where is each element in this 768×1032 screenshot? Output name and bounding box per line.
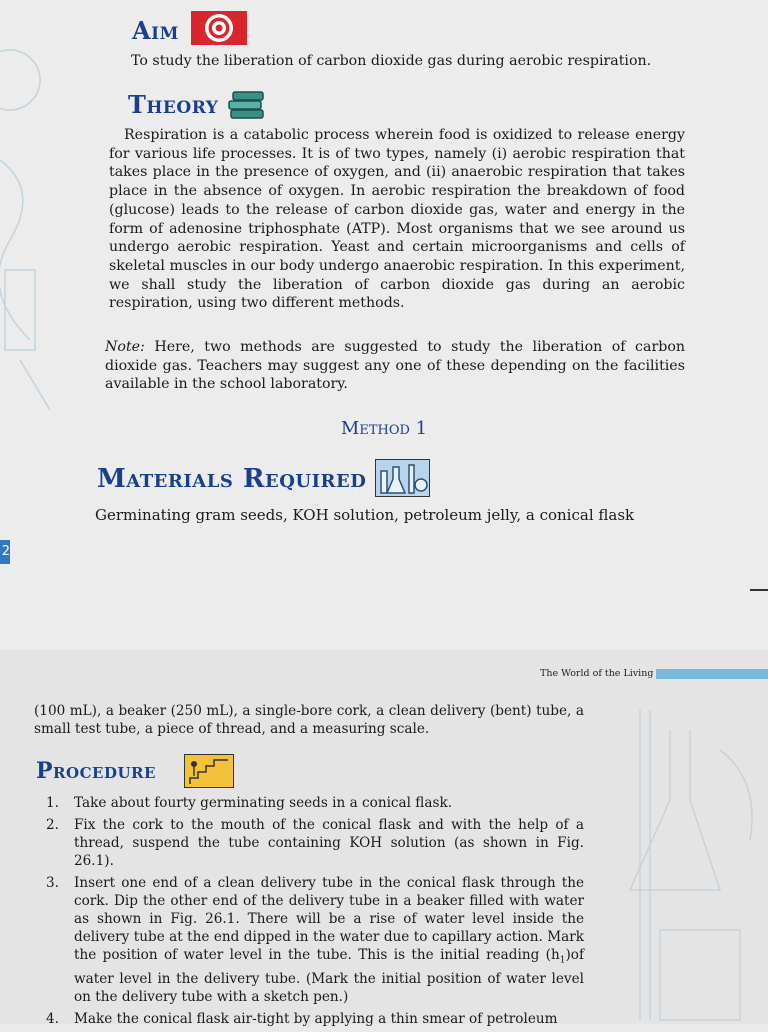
note-text [105,338,685,394]
margin-dash [750,589,768,591]
lab-equipment-icon [375,459,430,497]
materials-heading: Materials Required [97,464,367,494]
aim-text: To study the liberation of carbon dioxide gas during aerobic respiration. [131,53,652,69]
theory-heading: Theory [128,90,219,119]
stairs-icon [184,754,234,788]
running-head: The World of the Living [540,668,654,679]
target-icon [191,11,247,45]
list-item: 3. Insert one end of a clean delivery tube in the conical flask through the cork. Dip the other end of the delivery tube in a beaker filled with water as shown in Fig. 26.1. There will be a rise of water level inside the delivery tube at the end dipped in the water due to capillary action. Mark the position of water level in the tube. This is the initial reading $(h_1)of$ water level in the delivery tube. (Mark the initial position of water level on the delivery tube with a sketch pen.) [46,875,584,1005]
method-heading: Method 1 [340,418,428,439]
background-sketch-icon [0,40,60,420]
list-item: 2. Fix the cork to the mouth of the conical flask and with the help of a thread, suspend the tube containing KOH solution (as shown in Fig. 26.1). [46,817,584,869]
list-item: 1. Take about fourty germinating seeds in a conical flask. [46,795,453,811]
materials-text-part1: Germinating gram seeds, KOH solution, petroleum jelly, a conical flask [95,506,635,524]
list-item: 4. Make the conical flask air-tight by applying a thin smear of petroleum [46,1010,558,1027]
note-label: Note: [105,339,145,355]
page-number: 2 [0,540,10,564]
theory-text: Respiration is a catabolic process wherein food is oxidized to release energy for various life processes. It is of two types, namely (i) aerobic respiration that takes place in the presence of oxygen, and (ii) anaerobic respiration that takes place in the absence of oxygen. In aerobic respiration the breakdown of food (glucose) leads to the release of carbon dioxide gas, water and energy in the form of adenosine triphosphate (ATP). Most organisms that we see around us undergo aerobic respiration. Yeast and certain microorganisms and cells of skeletal muscles in our body undergo anaerobic respiration. In this experiment, we shall study the liberation of carbon dioxide gas during an aerobic respiration, using two different methods. [109,127,685,312]
books-icon [227,86,267,122]
running-head-bar [656,669,768,679]
materials-text-part2: (100 mL), a beaker (250 mL), a single-bore cork, a clean delivery (bent) tube, a small test tube, a piece of thread, and a measuring scale. [34,703,584,737]
note-body: Here, two methods are suggested to study the liberation of carbon dioxide gas. Teachers may suggest any one of these depending on the facilities available in the school laboratory. [105,339,685,393]
aim-heading: Aim [132,16,179,45]
procedure-heading: Procedure [36,758,156,784]
procedure-steps [28,794,584,1032]
background-flask-sketch-icon [600,690,768,1024]
